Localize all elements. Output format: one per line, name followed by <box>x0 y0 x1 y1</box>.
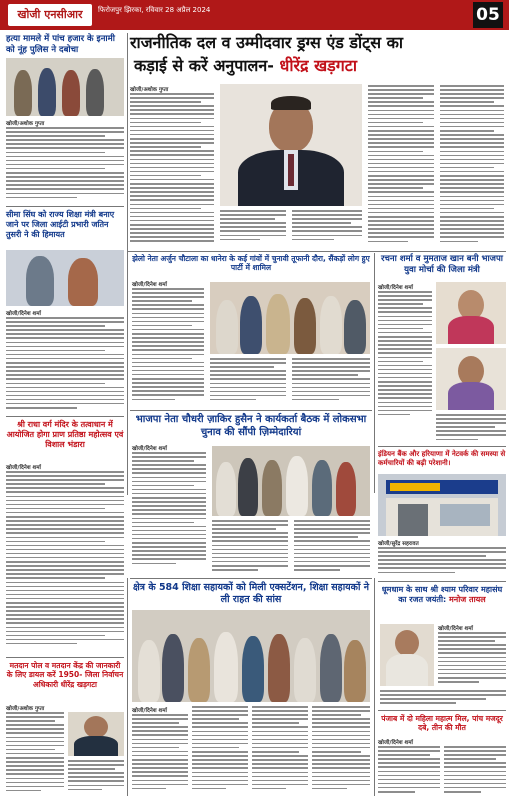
main-story-body-col-5 <box>440 85 504 248</box>
story-11-headline-text: धूमधाम के साथ श्री श्याम परिवार महासंघ का रजत जयंती: <box>381 585 503 604</box>
story-12-body-col-1 <box>378 746 440 796</box>
story-7-body-col-1 <box>132 452 206 574</box>
story-8-byline: खोजी/सुरेंद्र सहरावत <box>378 541 419 547</box>
story-7-body-col-3 <box>294 520 370 574</box>
story-12-headline: पंजाब में दो महिला महात्म मिल, पांच मजदूर दबे, तीन की मौत <box>381 714 503 733</box>
story-5-byline: खोजी/दिनेश शर्मा <box>378 285 413 291</box>
masthead <box>0 0 509 30</box>
story-11-body-col-1 <box>438 632 506 688</box>
main-story-body-col-2 <box>220 210 286 248</box>
story-6-headline: श्री राधा वर्ग मंदिर के तत्वाधान में आयोजित होगा प्राण प्रतिष्ठा महोत्सव एवं विशाल भंडारा <box>6 420 124 449</box>
story-10-body-col-4 <box>312 706 370 796</box>
story-10-body-col-3 <box>252 706 308 796</box>
story-9-photo <box>68 712 124 756</box>
story-8-headline: इंडियन बैंक और हरियाणा में नेटवर्क की समस्या से कर्मचारियों की बढ़ी परेशानी। <box>378 450 506 467</box>
story-3-photo <box>6 250 124 306</box>
main-story-body-col-4 <box>368 85 434 248</box>
story-4-body-col-3 <box>292 358 370 406</box>
main-story-body-col-1 <box>130 93 214 248</box>
story-5-photo-mumtaz <box>436 348 506 410</box>
story-7-byline: खोजी/दिनेश शर्मा <box>132 446 167 452</box>
story-6-body <box>6 471 124 653</box>
story-11-body-col-2 <box>380 690 506 708</box>
main-headline-line-2 <box>134 56 506 76</box>
story-1-body <box>6 127 124 203</box>
story-3-body <box>6 317 124 413</box>
story-4-body-col-1 <box>132 288 204 406</box>
story-5-headline: रचना शर्मा व मुमताज खान बनी भाजपा युवा मोर्चा की जिला मंत्री <box>380 254 504 275</box>
page-number: 05 <box>473 2 503 28</box>
story-11-headline-name: मनोज तायल <box>449 595 486 604</box>
story-12-byline: खोजी/दिनेश शर्मा <box>378 740 413 746</box>
story-10-body-col-2 <box>192 706 248 796</box>
main-story-byline: खोजी/अशोक गुप्ता <box>130 87 169 93</box>
main-headline-name: धीरेंद्र खड़गटा <box>279 56 357 75</box>
main-headline-text: कड़ाई से करें अनुपालन- <box>134 56 274 75</box>
story-8-body <box>378 547 506 577</box>
story-5-photo-rachna <box>436 282 506 344</box>
story-6-byline: खोजी/दिनेश शर्मा <box>6 465 41 471</box>
story-8-photo-bank <box>378 474 506 536</box>
story-10-headline: क्षेत्र के 584 शिक्षा सहायकों को मिली एक्सटेंशन, शिक्षा सहायकों ने ली राहत की सांस <box>132 582 370 605</box>
story-12-body-col-2 <box>444 746 506 796</box>
story-11-byline: खोजी/दिनेश शर्मा <box>438 626 473 632</box>
story-10-byline: खोजी/दिनेश शर्मा <box>132 708 167 714</box>
story-1-byline: खोजी/अशोक गुप्ता <box>6 121 45 127</box>
main-story-portrait <box>220 84 362 206</box>
story-3-headline: सीमा सिंघ को राज्य शिक्षा मंत्री बनाए जाने पर जिला आईटी प्रभारी जतिन तुसरी ने की हिमायत <box>6 210 115 239</box>
story-4-body-col-2 <box>210 358 286 406</box>
story-9-headline: मतदान पोल व मतदान केंद्र की जानकारी के लिए डायल करें 1950- जिला निर्वाचन अधिकारी धीरेंद्र खड़गटा <box>6 661 124 689</box>
story-4-headline: झेलो नेता अर्जुन चौटाला का धानेरा के कई गांवों में चुनावी तूफानी दौरा, सैंकड़ों लोग हुए पार्टी में शामिल <box>132 254 370 273</box>
story-10-body-col-1 <box>132 714 188 796</box>
story-11-headline <box>378 585 506 605</box>
newspaper-logo: खोजी एनसीआर <box>8 4 92 26</box>
story-3-byline: खोजी/दिनेश शर्मा <box>6 311 41 317</box>
edition-date: फिरोजपुर झिरका, रविवार 28 अप्रैल 2024 <box>98 6 211 14</box>
story-5-body-col-2 <box>436 414 506 444</box>
story-1-photo <box>6 58 124 116</box>
story-7-body-col-2 <box>212 520 288 574</box>
story-7-headline: भाजपा नेता चौधरी ज़ाकिर हुसैन ने कार्यकर्ता बैठक में लोकसभा चुनाव की सौंपी ज़िम्मेदारियां <box>135 414 367 438</box>
story-11-photo <box>380 624 434 686</box>
story-1-headline: हत्या मामले में पांच हजार के इनामी को नूंह पुलिस ने दबोचा <box>6 34 115 55</box>
story-9-body-col-2 <box>68 760 124 796</box>
main-headline-line-1: राजनीतिक दल व उम्मीदवार ड्रग्स एंड डोंट्स का <box>130 33 404 52</box>
main-story-body-col-3 <box>292 210 362 248</box>
story-9-body-col-1 <box>6 712 64 796</box>
story-7-photo <box>212 446 370 516</box>
story-4-byline: खोजी/दिनेश शर्मा <box>132 282 167 288</box>
story-5-body-col-1 <box>378 291 432 421</box>
story-10-photo <box>132 610 370 702</box>
story-9-byline: खोजी/अशोक गुप्ता <box>6 706 45 712</box>
story-4-photo <box>210 282 370 354</box>
